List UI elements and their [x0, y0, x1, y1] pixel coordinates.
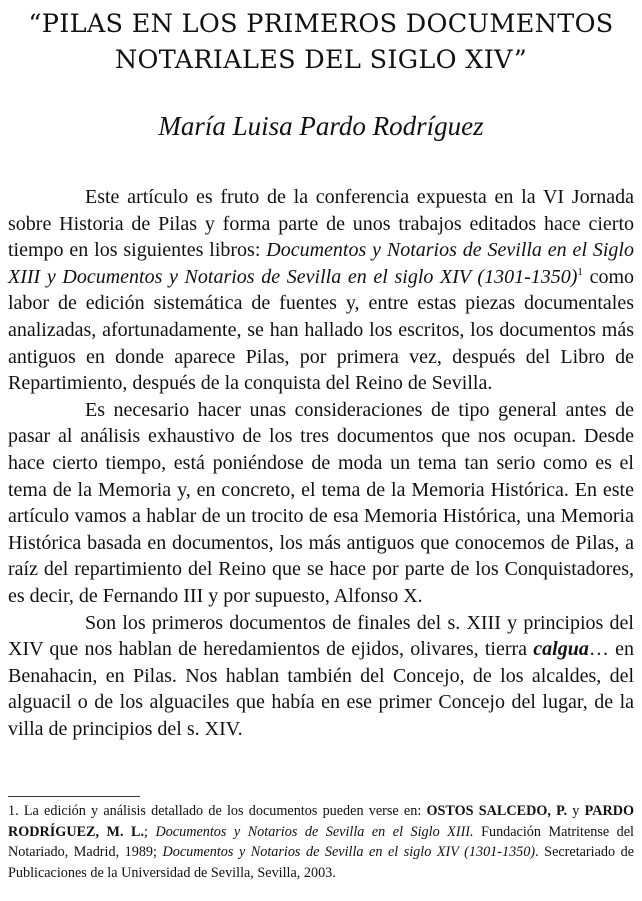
footnote-ref: 1 [577, 265, 583, 278]
emphasis-calgua: calgua [533, 638, 589, 661]
paragraph-2: Es necesario hacer unas consideraciones de tipo general antes de pasar al análisis exhaustivo de los tres documentos que nos ocupan. Desde hace cierto tiempo, está poniéndose de moda un tema tan serio como es el tema de la Memoria y, en concreto, el tema de la Memoria Histórica. En este artículo vamos a hablar de un trocito de esa Memoria Histórica, una Memoria Histórica basada en documentos, los más antiguos que conocemos de Pilas, a raíz del repartimiento del Reino que se hace por parte de los Conquistadores, es decir, de Fernando III y por supuesto, Alfonso X. [8, 398, 634, 607]
title-line-1: “PILAS EN LOS PRIMEROS DOCUMENTOS [28, 9, 614, 39]
paragraph-1: Este artículo es fruto de la conferencia expuesta en la VI Jornada sobre Historia de Pilas y forma parte de unos trabajos editados hace cierto tiempo en los siguientes libros: Documentos y Notarios de Sevilla en el Siglo XIII y Documentos y Notarios de Sevilla en el siglo XIV (1301-1350)$^1$ como labor de edición sistemática de fuentes y, entre estas piezas documentales analizadas, afortunadamente, se han hallado los escritos, los documentos más antiguos en donde aparece Pilas, por primera vez, después del Libro de Repartimiento, después de la conquista del Reino de Sevilla. [8, 186, 634, 395]
footnote: 1. La edición y análisis detallado de los documentos pueden verse en: OSTOS SALCEDO, P. y PARDO RODRÍGUEZ, M. L.; Documentos y Notarios de Sevilla en el Siglo XIII. Fundación Matritense del Notariado, Madrid, 1989; Documentos y Notarios de Sevilla en el siglo XIV (1301-1350). Secretariado de Publicaciones de la Universidad de Sevilla, Sevilla, 2003. [8, 803, 635, 881]
article-body [8, 184, 634, 742]
paragraph-3: Son los primeros documentos de finales del s. XIII y principios del XIV que nos hablan de heredamientos de ejidos, olivares, tierra calgua… en Benahacin, en Pilas. Nos hablan también del Concejo, de los alcaldes, del alguacil o de los alguaciles que había en ese primer Concejo del lugar, de la villa de principios del s. XIV. [8, 611, 634, 740]
article-title [0, 6, 642, 78]
footnote-divider [8, 796, 140, 797]
title-line-2: NOTARIALES DEL SIGLO XIV” [114, 45, 528, 75]
author-name: María Luisa Pardo Rodríguez [158, 111, 484, 141]
book-titles: Documentos y Notarios de Sevilla en el Siglo XIII y Documentos y Notarios de Sevilla en el siglo XIV (1301-1350) [8, 239, 634, 288]
